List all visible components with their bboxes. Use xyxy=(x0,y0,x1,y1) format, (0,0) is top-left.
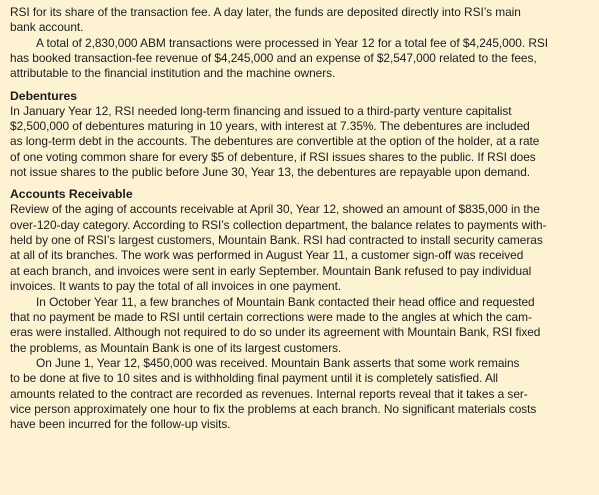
text-line: On June 1, Year 12, $450,000 was received. Mountain Bank asserts that some work remains xyxy=(36,355,520,370)
section-heading-accounts-receivable: Accounts Receivable xyxy=(10,187,133,202)
debentures-section xyxy=(10,88,591,181)
text-line: has booked transaction-fee revenue of $4,245,000 and an expense of $2,547,000 related to the fees, xyxy=(10,51,537,66)
text-line: Review of the aging of accounts receivable at April 30, Year 12, showed an amount of $835,000 in the xyxy=(10,202,540,217)
text-line: to be done at five to 10 sites and is withholding final payment until it is completely satisfied. All xyxy=(10,371,499,386)
text-line: at each branch, and invoices were sent in early September. Mountain Bank refused to pay individual xyxy=(10,263,532,278)
text-line: bank account. xyxy=(10,20,84,35)
text-line: attributable to the financial institution and the machine owners. xyxy=(10,66,336,81)
text-line: eras were installed. Although not required to do so under its agreement with Mountain Bank, RSI fixed xyxy=(10,325,541,340)
text-line: invoices. It wants to pay the total of all invoices in one payment. xyxy=(10,279,342,294)
text-line: vice person approximately one hour to fix the problems at each branch. No significant materials costs xyxy=(10,401,537,416)
section-heading-debentures: Debentures xyxy=(10,88,78,103)
text-line: have been incurred for the follow-up visits. xyxy=(10,417,231,432)
text-line: RSI for its share of the transaction fee. A day later, the funds are deposited directly into RSI’s main xyxy=(10,5,521,19)
text-line: the problems, as Mountain Bank is one of its largest customers. xyxy=(10,340,342,355)
text-line: $2,500,000 of debentures maturing in 10 years, with interest at 7.35%. The debentures are included xyxy=(10,119,530,134)
text-line: at all of its branches. The work was performed in August Year 11, a customer sign-off was received xyxy=(10,248,524,263)
text-line: over-120-day category. According to RSI’s collection department, the balance relates to payments with- xyxy=(10,217,547,232)
text-line: that no payment be made to RSI until certain corrections were made to the angles at which the cam- xyxy=(10,309,532,324)
intro-section xyxy=(10,5,591,82)
text-line: of one voting common share for every $5 of debenture, if RSI issues shares to the public. If RSI does xyxy=(10,149,536,164)
accounts-receivable-section xyxy=(10,186,591,432)
text-line: held by one of RSI’s largest customers, Mountain Bank. RSI had contracted to install security cameras xyxy=(10,233,543,248)
text-line: not issue shares to the public before June 30, Year 13, the debentures are repayable upon demand. xyxy=(10,165,531,180)
text-line: as long-term debt in the accounts. The debentures are convertible at the option of the holder, at a rate xyxy=(10,134,540,149)
text-line: In October Year 11, a few branches of Mountain Bank contacted their head office and requested xyxy=(36,294,535,309)
text-line: In January Year 12, RSI needed long-term financing and issued to a third-party venture capitalist xyxy=(10,103,512,118)
text-line: A total of 2,830,000 ABM transactions were processed in Year 12 for a total fee of $4,245,000. RSI xyxy=(36,35,549,50)
text-line: amounts related to the contract are recorded as revenues. Internal reports reveal that it takes a ser- xyxy=(10,386,528,401)
